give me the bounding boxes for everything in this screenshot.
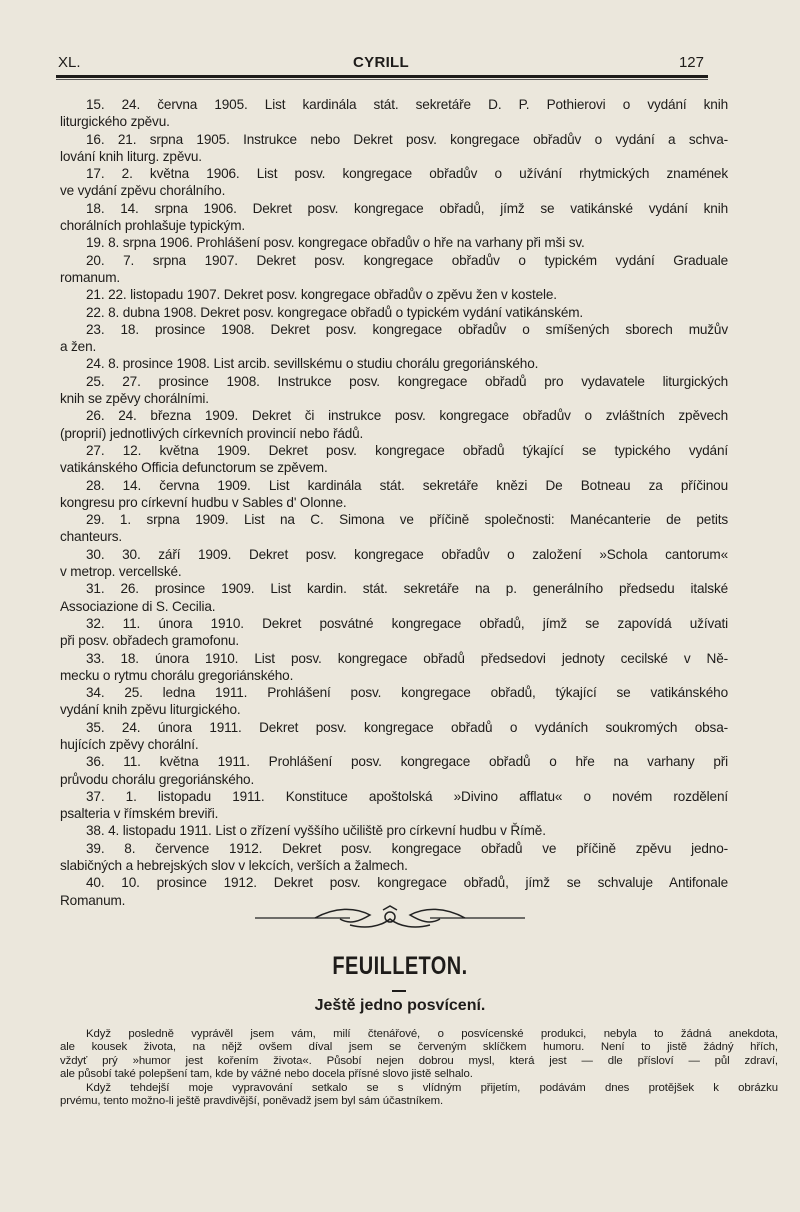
text-line: vatikánského Officia defunctorum se zpěvem.: [60, 460, 328, 476]
list-item: [60, 874, 728, 909]
header-rule: [56, 75, 708, 78]
text-line: ale působí také polepšení tam, kde by vážné nebo docela přísné slovo jistě selhalo.: [60, 1068, 473, 1081]
list-item: [60, 840, 728, 875]
text-line: vždyť prý »humor jest kořením života«. Působí nejen dobrou mysl, která jest — dle přísloví — půl zdraví,: [60, 1054, 778, 1067]
text-line: 40. 10. prosince 1912. Dekret posv. kongregace obřadů, jímž se schvaluje Antifonale: [86, 875, 728, 891]
list-item: [60, 131, 728, 166]
list-item: [60, 304, 728, 321]
text-line: 30. 30. září 1909. Dekret posv. kongregace obřadův o založení »Schola cantorum«: [86, 546, 728, 562]
text-line: mecku o rytmu chorálu gregoriánského.: [60, 667, 294, 683]
text-line: knih se zpěvy chorálními.: [60, 391, 209, 407]
paragraph: [60, 1028, 778, 1082]
text-line: 21. 22. listopadu 1907. Dekret posv. kongregace obřadův o zpěvu žen v kostele.: [86, 287, 557, 303]
text-line: Když posledně vyprávěl jsem vám, milí čtenářové, o posvícenské produkci, nebyla to žádná anekdota,: [86, 1028, 778, 1040]
text-line: ve vydání zpěvu chorálního.: [60, 183, 226, 199]
list-item: [60, 822, 728, 839]
text-line: 23. 18. prosince 1908. Dekret posv. kongregace obřadův o smíšených sborech mužův: [86, 321, 728, 337]
list-item: [60, 286, 728, 303]
list-item: [60, 788, 728, 823]
article-body: [60, 1028, 778, 1108]
text-line: 15. 24. června 1905. List kardinála stát. sekretáře D. P. Pothierovi o vydání knih: [86, 97, 728, 112]
article-subtitle: Ještě jedno posvícení.: [314, 997, 486, 1014]
text-line: 26. 24. března 1909. Dekret či instrukce posv. kongregace obřadův o zvláštních zpěvech: [86, 408, 728, 424]
page-number: 127: [678, 54, 704, 71]
text-line: kongresu pro církevní hudbu v Sables d' Olonne.: [60, 494, 347, 510]
list-item: [60, 442, 728, 477]
text-line: a žen.: [60, 339, 97, 355]
text-line: liturgického zpěvu.: [60, 114, 170, 130]
text-line: 33. 18. února 1910. List posv. kongregace obřadů předsedovi jednoty cecilské v Ně-: [86, 650, 728, 666]
volume-number: XL.: [58, 54, 81, 71]
text-line: vydání knih zpěvu liturgického.: [60, 702, 241, 718]
section-title: FEUILLETON.: [332, 952, 468, 980]
list-item: [60, 96, 728, 131]
list-item: [60, 200, 728, 235]
text-line: chorálních prohlašuje typickým.: [60, 218, 245, 234]
text-line: 36. 11. května 1911. Prohlášení posv. kongregace obřadů o hře na varhany při: [86, 754, 728, 770]
text-line: 22. 8. dubna 1908. Dekret posv. kongregace obřadů o typickém vydání vatikánském.: [86, 304, 584, 320]
text-line: 35. 24. února 1911. Dekret posv. kongregace obřadů o vydáních soukromých obsa-: [86, 719, 728, 735]
text-line: 34. 25. ledna 1911. Prohlášení posv. kongregace obřadů, týkající se vatikánského: [86, 685, 728, 701]
list-item: [60, 580, 728, 615]
list-item: [60, 546, 728, 581]
list-item: [60, 684, 728, 719]
journal-title: CYRILL: [353, 54, 409, 71]
text-line: 19. 8. srpna 1906. Prohlášení posv. kongregace obřadův o hře na varhany při mši sv.: [86, 235, 585, 251]
header-rule-thin: [56, 79, 708, 80]
list-item: [60, 165, 728, 200]
text-line: 25. 27. prosince 1908. Instrukce posv. kongregace obřadů pro vydavatele liturgických: [86, 373, 728, 389]
list-item: [60, 321, 728, 356]
text-line: 38. 4. listopadu 1911. List o zřízení vyššího učiliště pro církevní hudbu v Římě.: [86, 823, 546, 839]
title-dash-divider: [392, 990, 406, 992]
text-line: 20. 7. srpna 1907. Dekret posv. kongregace obřadův o typickém vydání Graduale: [86, 252, 728, 268]
paragraph: [60, 1082, 778, 1109]
list-item: [60, 650, 728, 685]
text-line: v metrop. vercellské.: [60, 564, 182, 580]
text-line: 31. 26. prosince 1909. List kardin. stát. sekretáře na p. generálního předsedu italské: [86, 581, 728, 597]
text-line: při posv. obřadech gramofonu.: [60, 633, 240, 649]
text-line: psalteria v římském breviři.: [60, 806, 219, 822]
list-item: [60, 615, 728, 650]
text-line: (proprií) jednotlivých církevních provincií nebo řádů.: [60, 425, 364, 441]
text-line: 27. 12. května 1909. Dekret posv. kongregace obřadů týkající se typického vydání: [86, 442, 728, 458]
text-line: 16. 21. srpna 1905. Instrukce nebo Dekret posv. kongregace obřadův o vydání a schva-: [86, 131, 728, 147]
list-item: [60, 477, 728, 512]
text-line: prvému, tento možno-li ještě pravdivější, poněvadž jsem byl sám účastníkem.: [60, 1094, 444, 1107]
text-line: 28. 14. června 1909. List kardinála stát. sekretáře knězi De Botneau za příčinou: [86, 477, 728, 493]
text-line: 32. 11. února 1910. Dekret posvátné kongregace obřadů, jímž se zapovídá užívati: [86, 615, 728, 631]
text-line: 17. 2. května 1906. List posv. kongregace obřadův o užívání rhytmických znamének: [86, 166, 728, 182]
text-line: romanum.: [60, 269, 120, 285]
list-item: [60, 373, 728, 408]
text-line: Associazione di S. Cecilia.: [60, 598, 216, 614]
text-line: 29. 1. srpna 1909. List na C. Simona ve příčině společnosti: Manécanterie de petits: [86, 512, 728, 528]
list-item: [60, 252, 728, 287]
list-item: [60, 355, 728, 372]
text-line: hujících zpěvy chorální.: [60, 736, 199, 752]
list-item: [60, 407, 728, 442]
text-line: Když tehdejší moje vypravování setkalo se s vlídným přijetím, podávám dnes protějšek k obrázku: [86, 1081, 778, 1094]
text-line: chanteurs.: [60, 529, 122, 545]
text-line: ale kousek života, na nějž ovšem díval jsem se červeným sklíčkem humoru. Není to jistě žádný hřích,: [60, 1041, 778, 1054]
text-line: 18. 14. srpna 1906. Dekret posv. kongregace obřadů, jímž se vatikánské vydání knih: [86, 200, 728, 216]
list-item: [60, 719, 728, 754]
text-line: Romanum.: [60, 892, 126, 908]
text-line: 24. 8. prosince 1908. List arcib. sevillskému o studiu chorálu gregoriánského.: [86, 356, 539, 372]
running-header: [58, 54, 704, 74]
text-line: průvodu chorálu gregoriánského.: [60, 771, 255, 787]
text-line: 37. 1. listopadu 1911. Konstituce apoštolská »Divino afflatu« o novém rozdělení: [86, 788, 728, 804]
text-line: slabičných a hebrejských slov v lekcích, verších a žalmech.: [60, 858, 408, 874]
document-list: [60, 96, 728, 909]
list-item: [60, 753, 728, 788]
text-line: 39. 8. července 1912. Dekret posv. kongregace obřadů ve příčině zpěvu jedno-: [86, 840, 728, 856]
list-item: [60, 511, 728, 546]
text-line: lování knih liturg. zpěvu.: [60, 148, 202, 164]
ornament-divider-icon: [255, 905, 525, 931]
list-item: [60, 234, 728, 251]
